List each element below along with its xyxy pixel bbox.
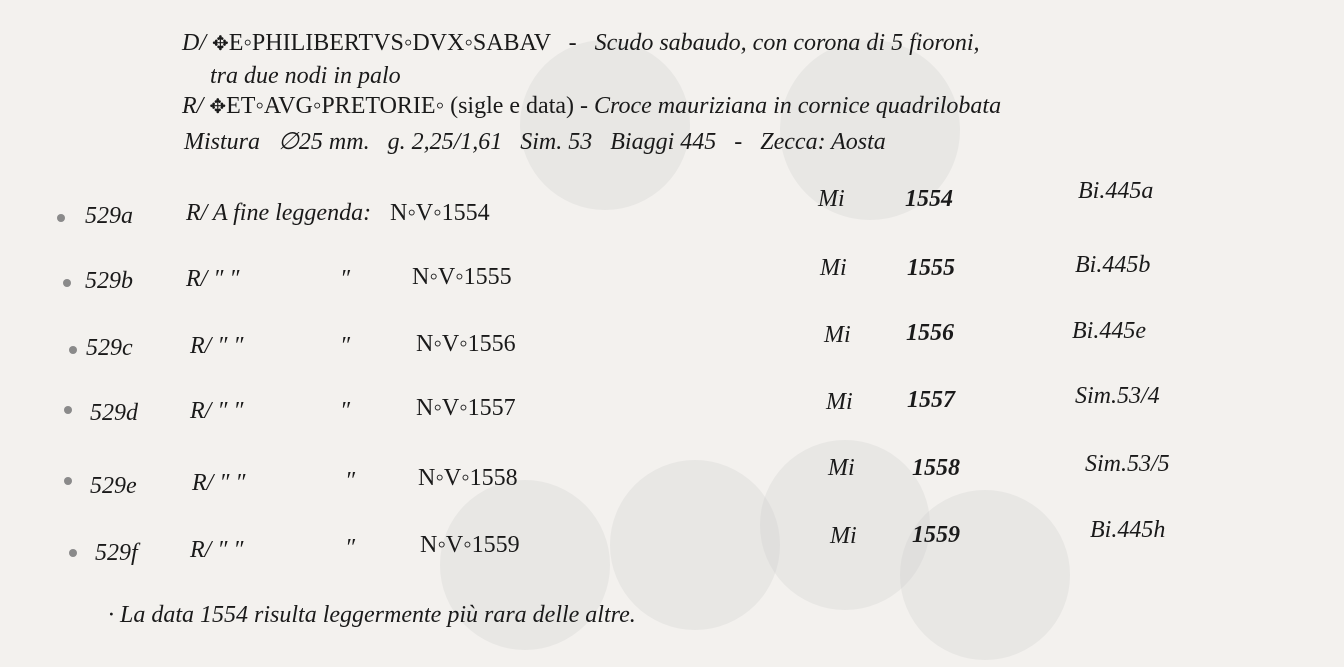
row-metal: Mi	[828, 455, 855, 481]
row-year: 1559	[912, 522, 960, 548]
row-code: 529e	[90, 473, 137, 499]
row-ref: Bi.445h	[1090, 517, 1166, 543]
row-year: 1554	[905, 186, 953, 212]
row-metal: Mi	[818, 186, 845, 212]
row-year: 1555	[907, 255, 955, 281]
row-code: 529a	[85, 203, 133, 229]
row-metal: Mi	[824, 322, 851, 348]
row-legend: N◦V◦1559	[420, 532, 520, 558]
row-code: 529b	[85, 268, 133, 294]
row-desc: R/ ″ ″	[186, 266, 240, 292]
row-ref: Sim.53/5	[1085, 451, 1170, 477]
obverse-line: D/ ✥E◦PHILIBERTVS◦DVX◦SABAV - Scudo sabaudo, con corona di 5 fioroni,	[182, 30, 980, 56]
specs-line: Mistura ∅25 mm. g. 2,25/1,61 Sim. 53 Biaggi 445 - Zecca: Aosta	[184, 129, 886, 155]
row-desc: R/ ″ ″	[192, 470, 246, 496]
row-ditto: ″	[345, 535, 355, 561]
row-code: 529d	[90, 400, 138, 426]
row-metal: Mi	[830, 523, 857, 549]
row-year: 1558	[912, 455, 960, 481]
row-desc: R/ ″ ″	[190, 333, 244, 359]
row-year: 1557	[907, 387, 955, 413]
row-metal: Mi	[820, 255, 847, 281]
row-ref: Bi.445a	[1078, 178, 1154, 204]
bullet-icon	[57, 214, 65, 222]
row-legend: N◦V◦1558	[418, 465, 518, 491]
bullet-icon	[64, 477, 72, 485]
footnote: · La data 1554 risulta leggermente più rara delle altre.	[108, 602, 636, 628]
row-legend: N◦V◦1556	[416, 331, 516, 357]
row-desc: R/ ″ ″	[190, 537, 244, 563]
cross-potent-icon: ✥	[209, 96, 227, 118]
bullet-icon	[63, 279, 71, 287]
bullet-icon	[69, 549, 77, 557]
row-code: 529f	[95, 540, 138, 566]
row-desc: R/ ″ ″	[190, 398, 244, 424]
bullet-icon	[64, 406, 72, 414]
ghost-coin-1	[520, 40, 690, 210]
row-ditto: ″	[340, 398, 350, 424]
row-legend: N◦V◦1557	[416, 395, 516, 421]
row-desc: R/ A fine leggenda:	[186, 200, 372, 226]
reverse-line: R/ ✥ET◦AVG◦PRETORIE◦ (sigle e data) - Croce mauriziana in cornice quadrilobata	[182, 93, 1002, 119]
row-code: 529c	[86, 335, 133, 361]
bullet-icon	[69, 346, 77, 354]
row-ditto: ″	[345, 468, 355, 494]
ghost-coin-6	[900, 490, 1070, 660]
cross-potent-icon: ✥	[212, 33, 229, 55]
row-ditto: ″	[340, 266, 350, 292]
row-legend: N◦V◦1555	[412, 264, 512, 290]
row-ref: Sim.53/4	[1075, 383, 1160, 409]
row-ref: Bi.445e	[1072, 318, 1146, 344]
row-year: 1556	[906, 320, 954, 346]
row-metal: Mi	[826, 389, 853, 415]
row-legend: N◦V◦1554	[390, 200, 490, 226]
row-ditto: ″	[340, 333, 350, 359]
obverse-line-cont: tra due nodi in palo	[210, 63, 401, 89]
row-ref: Bi.445b	[1075, 252, 1151, 278]
